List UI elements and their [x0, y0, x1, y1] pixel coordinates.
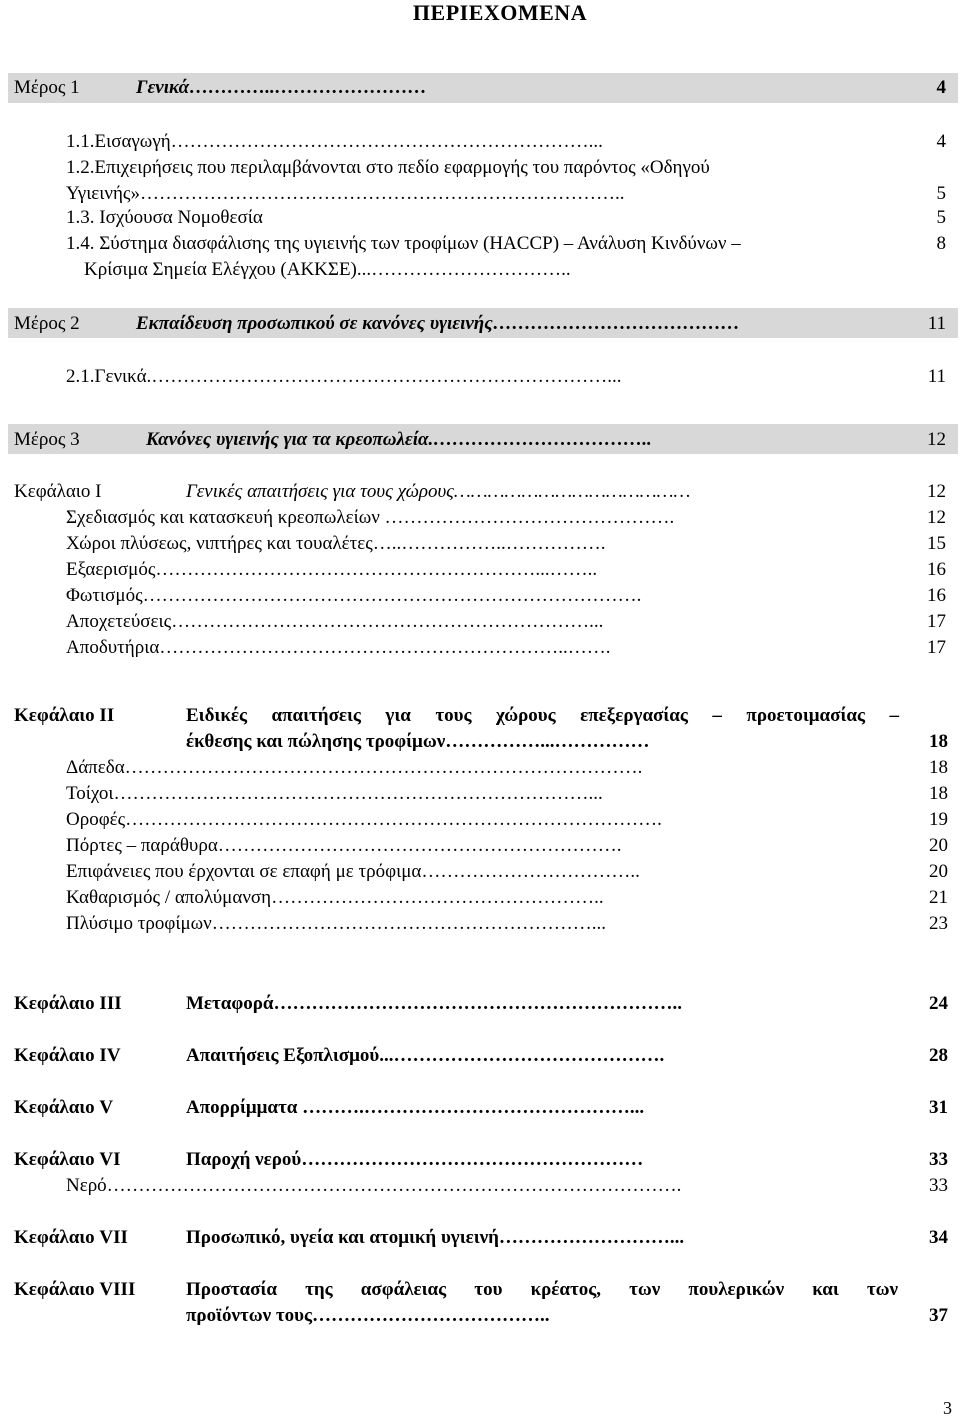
toc-entry-chapter-8	[0, 1279, 960, 1305]
entry-text: 1.3. Ισχύουσα Νομοθεσία	[66, 207, 263, 228]
entry-text: Χώροι πλύσεως, νιπτήρες και τουαλέτες…..……………..…………….	[66, 533, 606, 554]
chapter-title: Απαιτήσεις Εξοπλισμού...…………………………………….	[186, 1045, 665, 1066]
toc-entry	[0, 533, 960, 559]
page-ref: 5	[936, 183, 946, 204]
chapter-title-cont: προϊόντων τους………………………………..	[186, 1305, 550, 1326]
page-ref: 34	[929, 1227, 948, 1248]
part-title: Κανόνες υγιεινής για τα κρεοπωλεία.……………………………..	[146, 429, 652, 450]
toc-entry-cont	[0, 1305, 960, 1331]
page-ref: 4	[936, 77, 946, 98]
entry-text: Αποδυτήρια………………………………………………………..…….	[66, 637, 611, 658]
page-ref: 18	[929, 783, 948, 804]
page-ref: 11	[927, 313, 946, 334]
page-ref: 28	[929, 1045, 948, 1066]
page-number: 3	[943, 1398, 952, 1418]
entry-text: 1.4. Σύστημα διασφάλισης της υγιεινής των τροφίμων (HACCP) – Ανάλυση Κινδύνων –	[66, 233, 741, 254]
toc-entry	[0, 507, 960, 533]
entry-text-cont: Κρίσιμα Σημεία Ελέγχου (ΑΚΚΣΕ)...…………………………..	[84, 259, 571, 280]
page-ref: 21	[929, 887, 948, 908]
page-ref: 37	[929, 1305, 948, 1326]
page-ref: 18	[929, 731, 948, 752]
entry-text: Πόρτες – παράθυρα……………………………………………………….	[66, 835, 622, 856]
page-ref: 19	[929, 809, 948, 830]
page-ref: 16	[927, 559, 946, 580]
page-ref: 12	[927, 429, 946, 450]
entry-text-cont: Υγιεινής»…………………………………………………………………..	[66, 183, 625, 204]
toc-entry-chapter-4	[0, 1045, 960, 1071]
page-ref: 20	[929, 861, 948, 882]
chapter-title: Παροχή νερού………………………………………………	[186, 1149, 644, 1170]
chapter-title-cont: έκθεσης και πώλησης τροφίμων……………...……………	[186, 731, 650, 752]
entry-text: 2.1.Γενικά.………………………………………………………………...	[66, 366, 622, 387]
toc-entry	[0, 835, 960, 861]
toc-entry-cont	[0, 259, 960, 285]
entry-text: Σχεδιασμός και κατασκευή κρεοπωλείων ……………………………………….	[66, 507, 675, 528]
page-ref: 16	[927, 585, 946, 606]
page-ref: 23	[929, 913, 948, 934]
entry-text: Αποχετεύσεις…………………………………………………………...	[66, 611, 604, 632]
toc-entry	[0, 207, 960, 233]
part-title: Γενικά…………..……………………	[136, 77, 427, 98]
chapter-label: Κεφάλαιο IV	[14, 1045, 121, 1066]
page-ref: 11	[927, 366, 946, 387]
toc-entry	[0, 913, 960, 939]
chapter-label: Κεφάλαιο VI	[14, 1149, 121, 1170]
entry-text: Επιφάνειες που έρχονται σε επαφή με τρόφιμα……………………………..	[66, 861, 640, 882]
toc-entry	[0, 366, 960, 392]
toc-entry	[0, 783, 960, 809]
toc-entry-part-2	[0, 313, 960, 339]
entry-text: Πλύσιμο τροφίμων……………………………………………………...	[66, 913, 607, 934]
entry-text: 1.1.Εισαγωγή…………………………………………………………...	[66, 131, 603, 152]
entry-text: Φωτισμός…………………………………………………………………….	[66, 585, 642, 606]
chapter-label: Κεφάλαιο VIII	[14, 1279, 136, 1300]
entry-text: Δάπεδα……………………………………………………………………….	[66, 757, 643, 778]
chapter-title: Ειδικές απαιτήσεις για τους χώρους επεξεργασίας – προετοιμασίας –	[186, 705, 899, 726]
toc-entry-cont	[0, 731, 960, 757]
toc-entry-chapter-6	[0, 1149, 960, 1175]
part-label: Μέρος 1	[14, 77, 80, 98]
entry-text: Νερό……………………………………………………………………………….	[66, 1175, 682, 1196]
chapter-label: Κεφάλαιο I	[14, 481, 102, 502]
toc-entry-chapter-7	[0, 1227, 960, 1253]
page-ref: 12	[927, 481, 946, 502]
entry-text: 1.2.Επιχειρήσεις που περιλαμβάνονται στο πεδίο εφαρμογής του παρόντος «Οδηγού	[66, 157, 710, 178]
page-ref: 18	[929, 757, 948, 778]
page-ref: 4	[936, 131, 946, 152]
chapter-label: Κεφάλαιο II	[14, 705, 115, 726]
toc-entry-chapter-3	[0, 993, 960, 1019]
part-label: Μέρος 3	[14, 429, 80, 450]
toc-entry	[0, 131, 960, 157]
entry-text: Εξαερισμός……………………………………………………...……..	[66, 559, 598, 580]
toc-entry	[0, 861, 960, 887]
chapter-label: Κεφάλαιο VII	[14, 1227, 128, 1248]
page-ref: 33	[929, 1175, 948, 1196]
toc-entry	[0, 611, 960, 637]
chapter-title: Απορρίμματα ……….……………………………………...	[186, 1097, 645, 1118]
page-ref: 17	[927, 611, 946, 632]
chapter-title: Προστασία της ασφάλειας του κρέατος, των πουλερικών και των	[186, 1279, 898, 1300]
page-ref: 12	[927, 507, 946, 528]
part-title: Εκπαίδευση προσωπικού σε κανόνες υγιεινής…………………………………	[136, 313, 740, 334]
toc-entry	[0, 585, 960, 611]
part-label: Μέρος 2	[14, 313, 80, 334]
entry-text: Τοίχοι…………………………………………………………………...	[66, 783, 603, 804]
chapter-title: Προσωπικό, υγεία και ατομική υγιεινή………………………...	[186, 1227, 685, 1248]
page-ref: 17	[927, 637, 946, 658]
page-ref: 15	[927, 533, 946, 554]
toc-entry	[0, 637, 960, 663]
toc-entry-cont	[0, 183, 960, 209]
toc-entry	[0, 757, 960, 783]
chapter-title: Γενικές απαιτήσεις για τους χώρους……………………………………	[186, 481, 691, 502]
page-ref: 24	[929, 993, 948, 1014]
toc-entry-chapter-5	[0, 1097, 960, 1123]
toc-entry	[0, 809, 960, 835]
entry-text: Οροφές………………………………………………………………………….	[66, 809, 662, 830]
page-ref: 5	[936, 207, 946, 228]
toc-entry-chapter-1	[0, 481, 960, 507]
entry-text: Καθαρισμός / απολύμανση……………………………………………..	[66, 887, 604, 908]
chapter-title: Μεταφορά………………………………………………………..	[186, 993, 683, 1014]
page-ref: 31	[929, 1097, 948, 1118]
toc-entry	[0, 559, 960, 585]
page-ref: 33	[929, 1149, 948, 1170]
toc-entry	[0, 1175, 960, 1201]
page-ref: 20	[929, 835, 948, 856]
toc-entry-chapter-2	[0, 705, 960, 731]
toc-entry	[0, 157, 960, 183]
toc-entry-part-1	[0, 77, 960, 103]
toc-entry-part-3	[0, 429, 960, 455]
chapter-label: Κεφάλαιο V	[14, 1097, 114, 1118]
toc-entry	[0, 233, 960, 259]
toc-entry	[0, 887, 960, 913]
page-title: ΠΕΡΙΕΧΟΜΕΝΑ	[412, 0, 588, 25]
page-ref: 8	[936, 233, 946, 254]
chapter-label: Κεφάλαιο III	[14, 993, 122, 1014]
